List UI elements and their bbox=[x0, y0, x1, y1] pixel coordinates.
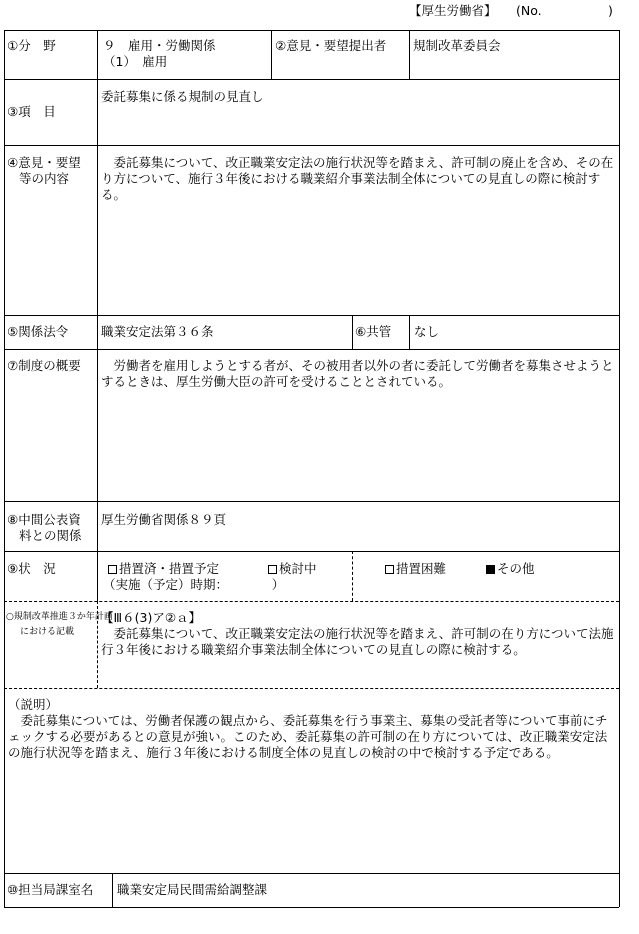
office-label: ⑩担当局課室名 bbox=[7, 882, 94, 897]
overview-label: ⑦制度の概要 bbox=[7, 358, 81, 373]
content-label-line1: ④意見・要望 bbox=[7, 155, 81, 170]
status-option-done-schedule: （実施（予定）時期： ） bbox=[103, 577, 285, 592]
ministry-tag: 【厚生労働省】 bbox=[409, 3, 497, 18]
submitter-label: ②意見・要望提出者 bbox=[275, 38, 387, 53]
checkbox-other-checked-icon[interactable] bbox=[486, 565, 495, 574]
office-value: 職業安定局民間需給調整課 bbox=[117, 882, 268, 897]
interim-label-line1: ⑧中間公表資 bbox=[7, 512, 81, 527]
explanation-heading: （説明） bbox=[8, 697, 59, 712]
interim-value: 厚生労働省関係８９頁 bbox=[101, 512, 227, 527]
field-value-line2: （1） 雇用 bbox=[103, 54, 168, 69]
jurisdiction-value: なし bbox=[414, 324, 440, 339]
content-value: 委託募集について、改正職業安定法の施行状況等を踏まえ、許可制の廃止を含め、その在り方について、施行３年後における職業紹介事業法制全体についての見直しの際に検討する。 bbox=[101, 155, 614, 202]
deregulation-label-line2: における記載 bbox=[20, 627, 75, 637]
explanation-value: 委託募集については、労働者保護の観点から、委託募集を行う事業主、募集の受託者等について事前にチェックする必要があるとの意見が強い。このため、委託募集の許可制の在り方については、改正職業安定法の施行状況等を踏まえ、施行３年後における制度全体の見直しの検討の中で検討する予定である。 bbox=[8, 713, 608, 760]
status-option-other[interactable] bbox=[486, 561, 535, 577]
status-option-difficult[interactable] bbox=[385, 561, 446, 577]
item-value: 委託募集に係る規制の見直し bbox=[101, 89, 264, 104]
status-option-other-label: その他 bbox=[497, 561, 535, 576]
deregulation-value: 委託募集について、改正職業安定法の施行状況等を踏まえ、許可制の在り方について法施行３年後における職業紹介事業法制全体についての見直しの際に検討する。 bbox=[101, 626, 614, 657]
status-option-review-label: 検討中 bbox=[279, 561, 317, 576]
deregulation-label-line1: ○規制改革推進３か年計画 bbox=[6, 612, 113, 622]
checkbox-difficult-icon[interactable] bbox=[385, 565, 394, 574]
checkbox-done-icon[interactable] bbox=[108, 565, 117, 574]
item-label: ③項 目 bbox=[7, 104, 56, 119]
document-number-close: ) bbox=[608, 3, 613, 18]
field-label: ①分 野 bbox=[7, 38, 56, 53]
field-value-line1: ９ 雇用・労働関係 bbox=[103, 38, 216, 53]
deregulation-reference: 【Ⅲ６(3)ア②ａ】 bbox=[101, 610, 202, 625]
status-option-done[interactable] bbox=[108, 561, 219, 577]
status-option-difficult-label: 措置困難 bbox=[396, 561, 447, 576]
law-value: 職業安定法第３６条 bbox=[101, 324, 214, 339]
overview-value: 労働者を雇用しようとする者が、その被用者以外の者に委託して労働者を募集させようとするときは、厚生労働大臣の許可を受けることとされている。 bbox=[101, 358, 614, 389]
document-number-label: (No. bbox=[516, 3, 542, 18]
checkbox-review-icon[interactable] bbox=[268, 565, 277, 574]
interim-label-line2: 料との関係 bbox=[19, 528, 82, 543]
law-label: ⑤関係法令 bbox=[7, 324, 69, 339]
submitter-value: 規制改革委員会 bbox=[413, 38, 501, 53]
status-option-done-label: 措置済・措置予定 bbox=[119, 561, 220, 576]
status-label: ⑨状 況 bbox=[7, 561, 56, 576]
status-option-review[interactable] bbox=[268, 561, 317, 577]
jurisdiction-label: ⑥共管 bbox=[355, 324, 392, 339]
content-label-line2: 等の内容 bbox=[19, 171, 70, 186]
